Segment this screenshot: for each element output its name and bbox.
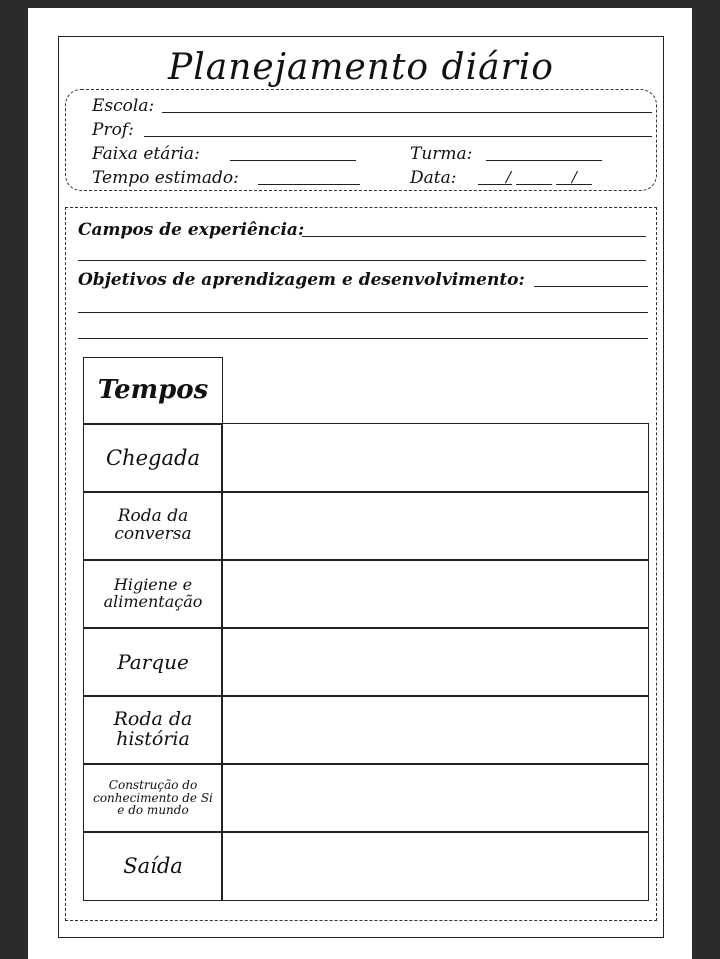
row-cell-saida[interactable] <box>221 831 649 901</box>
prof-line[interactable] <box>144 136 652 137</box>
campos-experiencia-line-2[interactable] <box>78 260 646 261</box>
campos-experiencia-label: Campos de experiência: <box>78 220 305 240</box>
worksheet-page <box>28 8 692 959</box>
row-label-construcao: Construção do conhecimento de Si e do mundo <box>83 763 223 833</box>
page-title: Planejamento diário <box>168 47 554 88</box>
turma-label: Turma: <box>410 144 473 164</box>
escola-line[interactable] <box>162 112 652 113</box>
row-cell-higiene[interactable] <box>221 559 649 629</box>
row-label-saida: Saída <box>83 831 223 901</box>
row-cell-parque[interactable] <box>221 627 649 697</box>
row-cell-roda-historia[interactable] <box>221 695 649 765</box>
faixa-etaria-label: Faixa etária: <box>92 144 200 164</box>
data-slashes: / / <box>506 168 605 186</box>
row-label-parque: Parque <box>83 627 223 697</box>
objetivos-line-2[interactable] <box>78 312 648 313</box>
row-cell-roda-conversa[interactable] <box>221 491 649 561</box>
row-cell-chegada[interactable] <box>221 423 649 493</box>
header-info-box <box>65 89 657 191</box>
data-label: Data: <box>410 168 457 188</box>
row-label-roda-conversa: Roda da conversa <box>83 491 223 561</box>
objetivos-line-3[interactable] <box>78 338 648 339</box>
row-cell-construcao[interactable] <box>221 763 649 833</box>
objetivos-label: Objetivos de aprendizagem e desenvolvimento: <box>78 270 525 290</box>
turma-line[interactable] <box>486 160 602 161</box>
worksheet-frame <box>58 36 664 938</box>
tempo-estimado-label: Tempo estimado: <box>92 168 239 188</box>
row-label-roda-historia: Roda da história <box>83 695 223 765</box>
faixa-etaria-line[interactable] <box>230 160 356 161</box>
objetivos-line-1[interactable] <box>534 286 648 287</box>
escola-label: Escola: <box>92 96 155 116</box>
tempo-estimado-line[interactable] <box>258 184 360 185</box>
tempos-header: Tempos <box>83 357 223 425</box>
campos-experiencia-line-1[interactable] <box>302 236 646 237</box>
row-label-chegada: Chegada <box>83 423 223 493</box>
prof-label: Prof: <box>92 120 134 140</box>
row-label-higiene: Higiene e alimentação <box>83 559 223 629</box>
